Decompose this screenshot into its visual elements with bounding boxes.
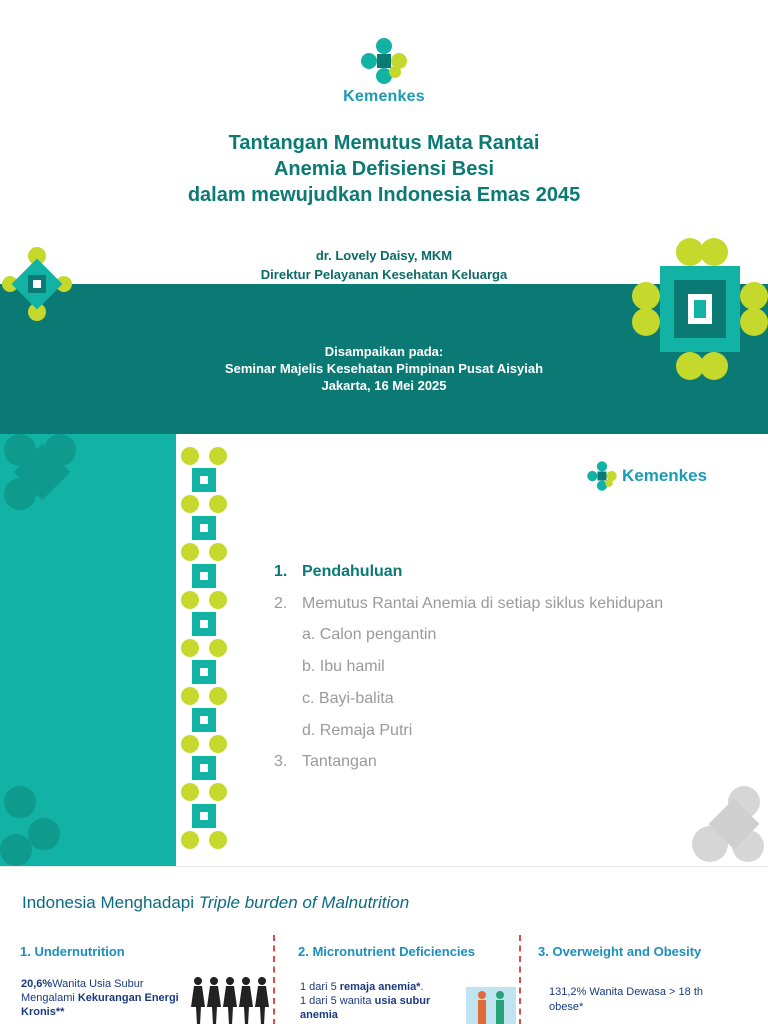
stat-percent: 20,6% xyxy=(21,978,53,990)
agenda-item xyxy=(274,556,663,588)
agenda-label: Remaja Putri xyxy=(319,721,413,739)
agenda-slide xyxy=(0,434,768,866)
stat-text: . xyxy=(420,981,424,993)
agenda-letter: d. xyxy=(302,721,316,739)
title-italic-text: Triple burden of Malnutrition xyxy=(198,893,410,912)
stat-bold-text: Kekurangan Energi Kronis** xyxy=(21,992,179,1018)
agenda-subitem xyxy=(274,651,663,683)
kemenkes-logo-icon xyxy=(586,460,618,492)
overweight-text: 131,2% Wanita Dewasa > 18 th obese* xyxy=(549,986,703,1013)
agenda-item xyxy=(274,746,663,778)
title-line-1: Tantangan Memutus Mata Rantai xyxy=(228,132,540,154)
agenda-item xyxy=(274,588,663,620)
column-heading-overweight: 3. Overweight and Obesity xyxy=(538,944,702,959)
delivered-label: Disampaikan pada: xyxy=(324,344,444,359)
women-silhouettes-icon xyxy=(190,975,274,1024)
agenda-subitem xyxy=(274,683,663,715)
ornament-icon xyxy=(176,434,232,866)
agenda-letter: a. xyxy=(302,626,316,644)
logo-text: Kemenkes xyxy=(622,466,708,485)
agenda-letter: c. xyxy=(302,689,315,707)
agenda-subitem xyxy=(274,715,663,747)
stat-line xyxy=(300,994,470,1022)
column-heading-undernutrition: 1. Undernutrition xyxy=(20,944,125,959)
agenda-number: 2. xyxy=(274,594,288,612)
column-divider xyxy=(519,935,521,1024)
logo-text: Kemenkes xyxy=(343,88,425,105)
title-line-3: dalam mewujudkan Indonesia Emas 2045 xyxy=(187,184,581,206)
agenda-label: Pendahuluan xyxy=(302,563,403,580)
place-date: Jakarta, 16 Mei 2025 xyxy=(321,378,447,393)
stat-text: Wanita Usia Subur Mengalami xyxy=(21,978,144,1004)
stat-line xyxy=(300,980,470,994)
undernutrition-text xyxy=(21,977,181,1019)
agenda-label: Memutus Rantai Anemia di setiap siklus kehidupan xyxy=(302,594,664,612)
title-text: Indonesia Menghadapi xyxy=(22,893,199,912)
agenda-list xyxy=(274,556,663,778)
presentation-title xyxy=(0,130,768,208)
two-figures-icon xyxy=(466,987,516,1024)
event-name: Seminar Majelis Kesehatan Pimpinan Pusat Aisyiah xyxy=(224,361,544,376)
agenda-letter: b. xyxy=(302,658,316,676)
kemenkes-logo xyxy=(334,36,434,106)
agenda-number: 1. xyxy=(274,563,288,580)
column-heading-micronutrient: 2. Micronutrient Deficiencies xyxy=(298,944,475,959)
agenda-label: Tantangan xyxy=(302,753,377,771)
ornament-icon xyxy=(2,246,72,322)
agenda-number: 3. xyxy=(274,753,288,771)
agenda-label: Calon pengantin xyxy=(319,626,437,644)
stat-text: 1 dari 5 wanita xyxy=(300,995,375,1007)
stat-text: 1 dari 5 xyxy=(300,981,340,993)
malnutrition-slide xyxy=(0,866,768,1024)
kemenkes-logo-icon xyxy=(359,36,409,86)
kemenkes-logo xyxy=(586,460,707,492)
decorative-strip xyxy=(176,434,232,866)
ornament-icon xyxy=(0,434,84,514)
title-line-2: Anemia Defisiensi Besi xyxy=(273,158,495,180)
slide-title xyxy=(22,893,409,913)
teal-side-panel xyxy=(0,434,176,866)
stat-bold-text: remaja anemia* xyxy=(339,981,421,993)
ornament-icon xyxy=(0,786,64,866)
title-slide xyxy=(0,0,768,434)
agenda-label: Bayi-balita xyxy=(318,689,394,707)
author-name: dr. Lovely Daisy, MKM xyxy=(315,248,453,263)
ornament-icon xyxy=(686,786,768,866)
stat-bold-text: usia subur anemia xyxy=(300,995,431,1021)
micronutrient-text xyxy=(300,980,470,1022)
author-position: Direktur Pelayanan Kesehatan Keluarga xyxy=(260,267,508,282)
agenda-label: Ibu hamil xyxy=(319,658,385,676)
ornament-icon xyxy=(632,238,768,380)
agenda-subitem xyxy=(274,619,663,651)
